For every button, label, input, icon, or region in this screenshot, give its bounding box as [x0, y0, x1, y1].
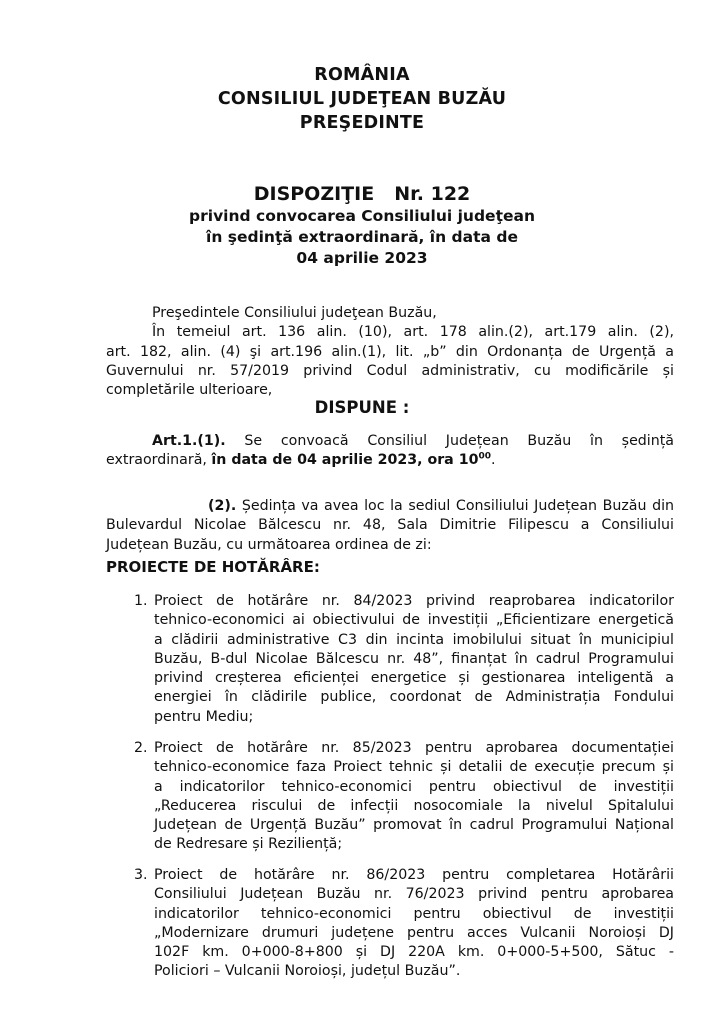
article-1-line-2 — [106, 451, 674, 470]
project-line: energiei în clădirile publice, coordonat de Administrația Fondului — [154, 689, 674, 706]
article-1-prefix: extraordinară, — [106, 452, 212, 469]
office-heading: PREŞEDINTE — [299, 113, 425, 133]
document-title — [0, 182, 724, 206]
project-number: 1. — [134, 593, 148, 609]
document-type: DISPOZIŢIE — [253, 183, 375, 205]
legal-basis-line: completările ulterioare, — [106, 382, 273, 399]
project-line: indicatorilor tehnico-economici pentru obiectivul de investiții — [154, 905, 674, 922]
project-line: tehnico-economice faza Proiect tehnic și detalii de execuție precum și — [154, 759, 674, 776]
institution-heading: CONSILIUL JUDEŢEAN BUZĂU — [217, 89, 507, 109]
project-line: Proiect de hotărâre nr. 85/2023 pentru aprobarea documentației — [154, 740, 674, 756]
meeting-minutes: 00 — [478, 451, 491, 462]
subject-line: în şedinţă extraordinară, în data de — [206, 228, 518, 246]
project-line: a clădirii administrative C3 din incinta imobilului situat în municipiul — [154, 631, 674, 648]
project-line: Buzău, B-dul Nicolae Bălcescu nr. 48”, finanțat în cadrul Programului — [154, 650, 674, 667]
project-line: Proiect de hotărâre nr. 86/2023 pentru completarea Hotărârii — [154, 867, 674, 883]
article-1-label: Art.1.(1). — [152, 433, 226, 449]
project-line: „Reducerea riscului de infecții nosocomiale la nivelul Spitalului — [154, 797, 674, 814]
project-number: 2. — [134, 740, 148, 756]
paragraph-2-line-2: Bulevardul Nicolae Bălcescu nr. 48, Sala Dimitrie Filipescu a Consiliului — [106, 517, 674, 534]
project-line: „Modernizare drumuri județene pentru acces Vulcanii Noroioși DJ — [154, 924, 674, 941]
meeting-date-text: în data de 04 aprilie 2023, ora 10 — [211, 452, 479, 469]
legal-basis-line: În temeiul art. 136 alin. (10), art. 178 alin.(2), art.179 alin. (2), — [152, 324, 674, 341]
paragraph-2-label: (2). — [208, 498, 237, 514]
dispune-heading: DISPUNE : — [314, 398, 410, 417]
subject-line: 04 aprilie 2023 — [296, 249, 428, 267]
article-1-suffix: . — [490, 452, 496, 469]
project-item — [134, 739, 674, 855]
paragraph-2-text: Ședința va avea loc la sediul Consiliului Județean Buzău din — [241, 498, 675, 514]
project-line: Policiori – Vulcanii Noroioși, județul Buzău”. — [154, 963, 461, 980]
project-line: tehnico-economici ai obiectivului de investiții „Eficientizare energetică — [154, 612, 674, 629]
country-heading: ROMÂNIA — [314, 65, 410, 85]
project-line: pentru Mediu; — [154, 708, 254, 725]
project-number: 3. — [134, 867, 148, 883]
project-line: Proiect de hotărâre nr. 84/2023 privind reaprobarea indicatorilor — [154, 593, 674, 609]
project-item — [134, 866, 674, 982]
paragraph-2-line-3: Județean Buzău, cu următoarea ordinea de zi: — [106, 536, 432, 553]
legal-basis-line: Guvernului nr. 57/2019 privind Codul administrativ, cu modificările și — [106, 362, 674, 379]
project-line: de Redresare și Reziliență; — [154, 836, 343, 853]
preamble — [106, 304, 674, 400]
article-1-text: Se convoacă Consiliul Județean Buzău în ședință — [244, 433, 674, 449]
projects-heading: PROIECTE DE HOTĂRÂRE: — [106, 558, 320, 576]
issuer-line: Preşedintele Consiliului judeţean Buzău, — [152, 305, 437, 321]
project-line: 102F km. 0+000-8+800 și DJ 220A km. 0+000-5+500, Sătuc - — [154, 944, 674, 961]
subject-line: privind convocarea Consiliului judeţean — [189, 207, 535, 225]
paragraph-2 — [106, 497, 674, 555]
article-1-line-1 — [106, 432, 674, 451]
project-item — [134, 592, 674, 727]
project-line: Județean de Urgență Buzău” promovat în cadrul Programului Național — [154, 817, 674, 834]
legal-basis-line: art. 182, alin. (4) şi art.196 alin.(1), lit. „b” din Ordonanța de Urgență a — [106, 343, 674, 360]
paragraph-2-line-1 — [106, 497, 674, 516]
project-line: a indicatorilor tehnico-economici pentru obiectivul de investiții — [154, 778, 674, 795]
document-number: Nr. 122 — [394, 183, 471, 205]
article-1 — [106, 432, 674, 471]
meeting-date-time — [211, 452, 491, 468]
project-line: privind creșterea eficienței energetice și gestionarea inteligentă a — [154, 670, 674, 687]
project-line: Consiliului Județean Buzău nr. 76/2023 privind pentru aprobarea — [154, 886, 674, 903]
